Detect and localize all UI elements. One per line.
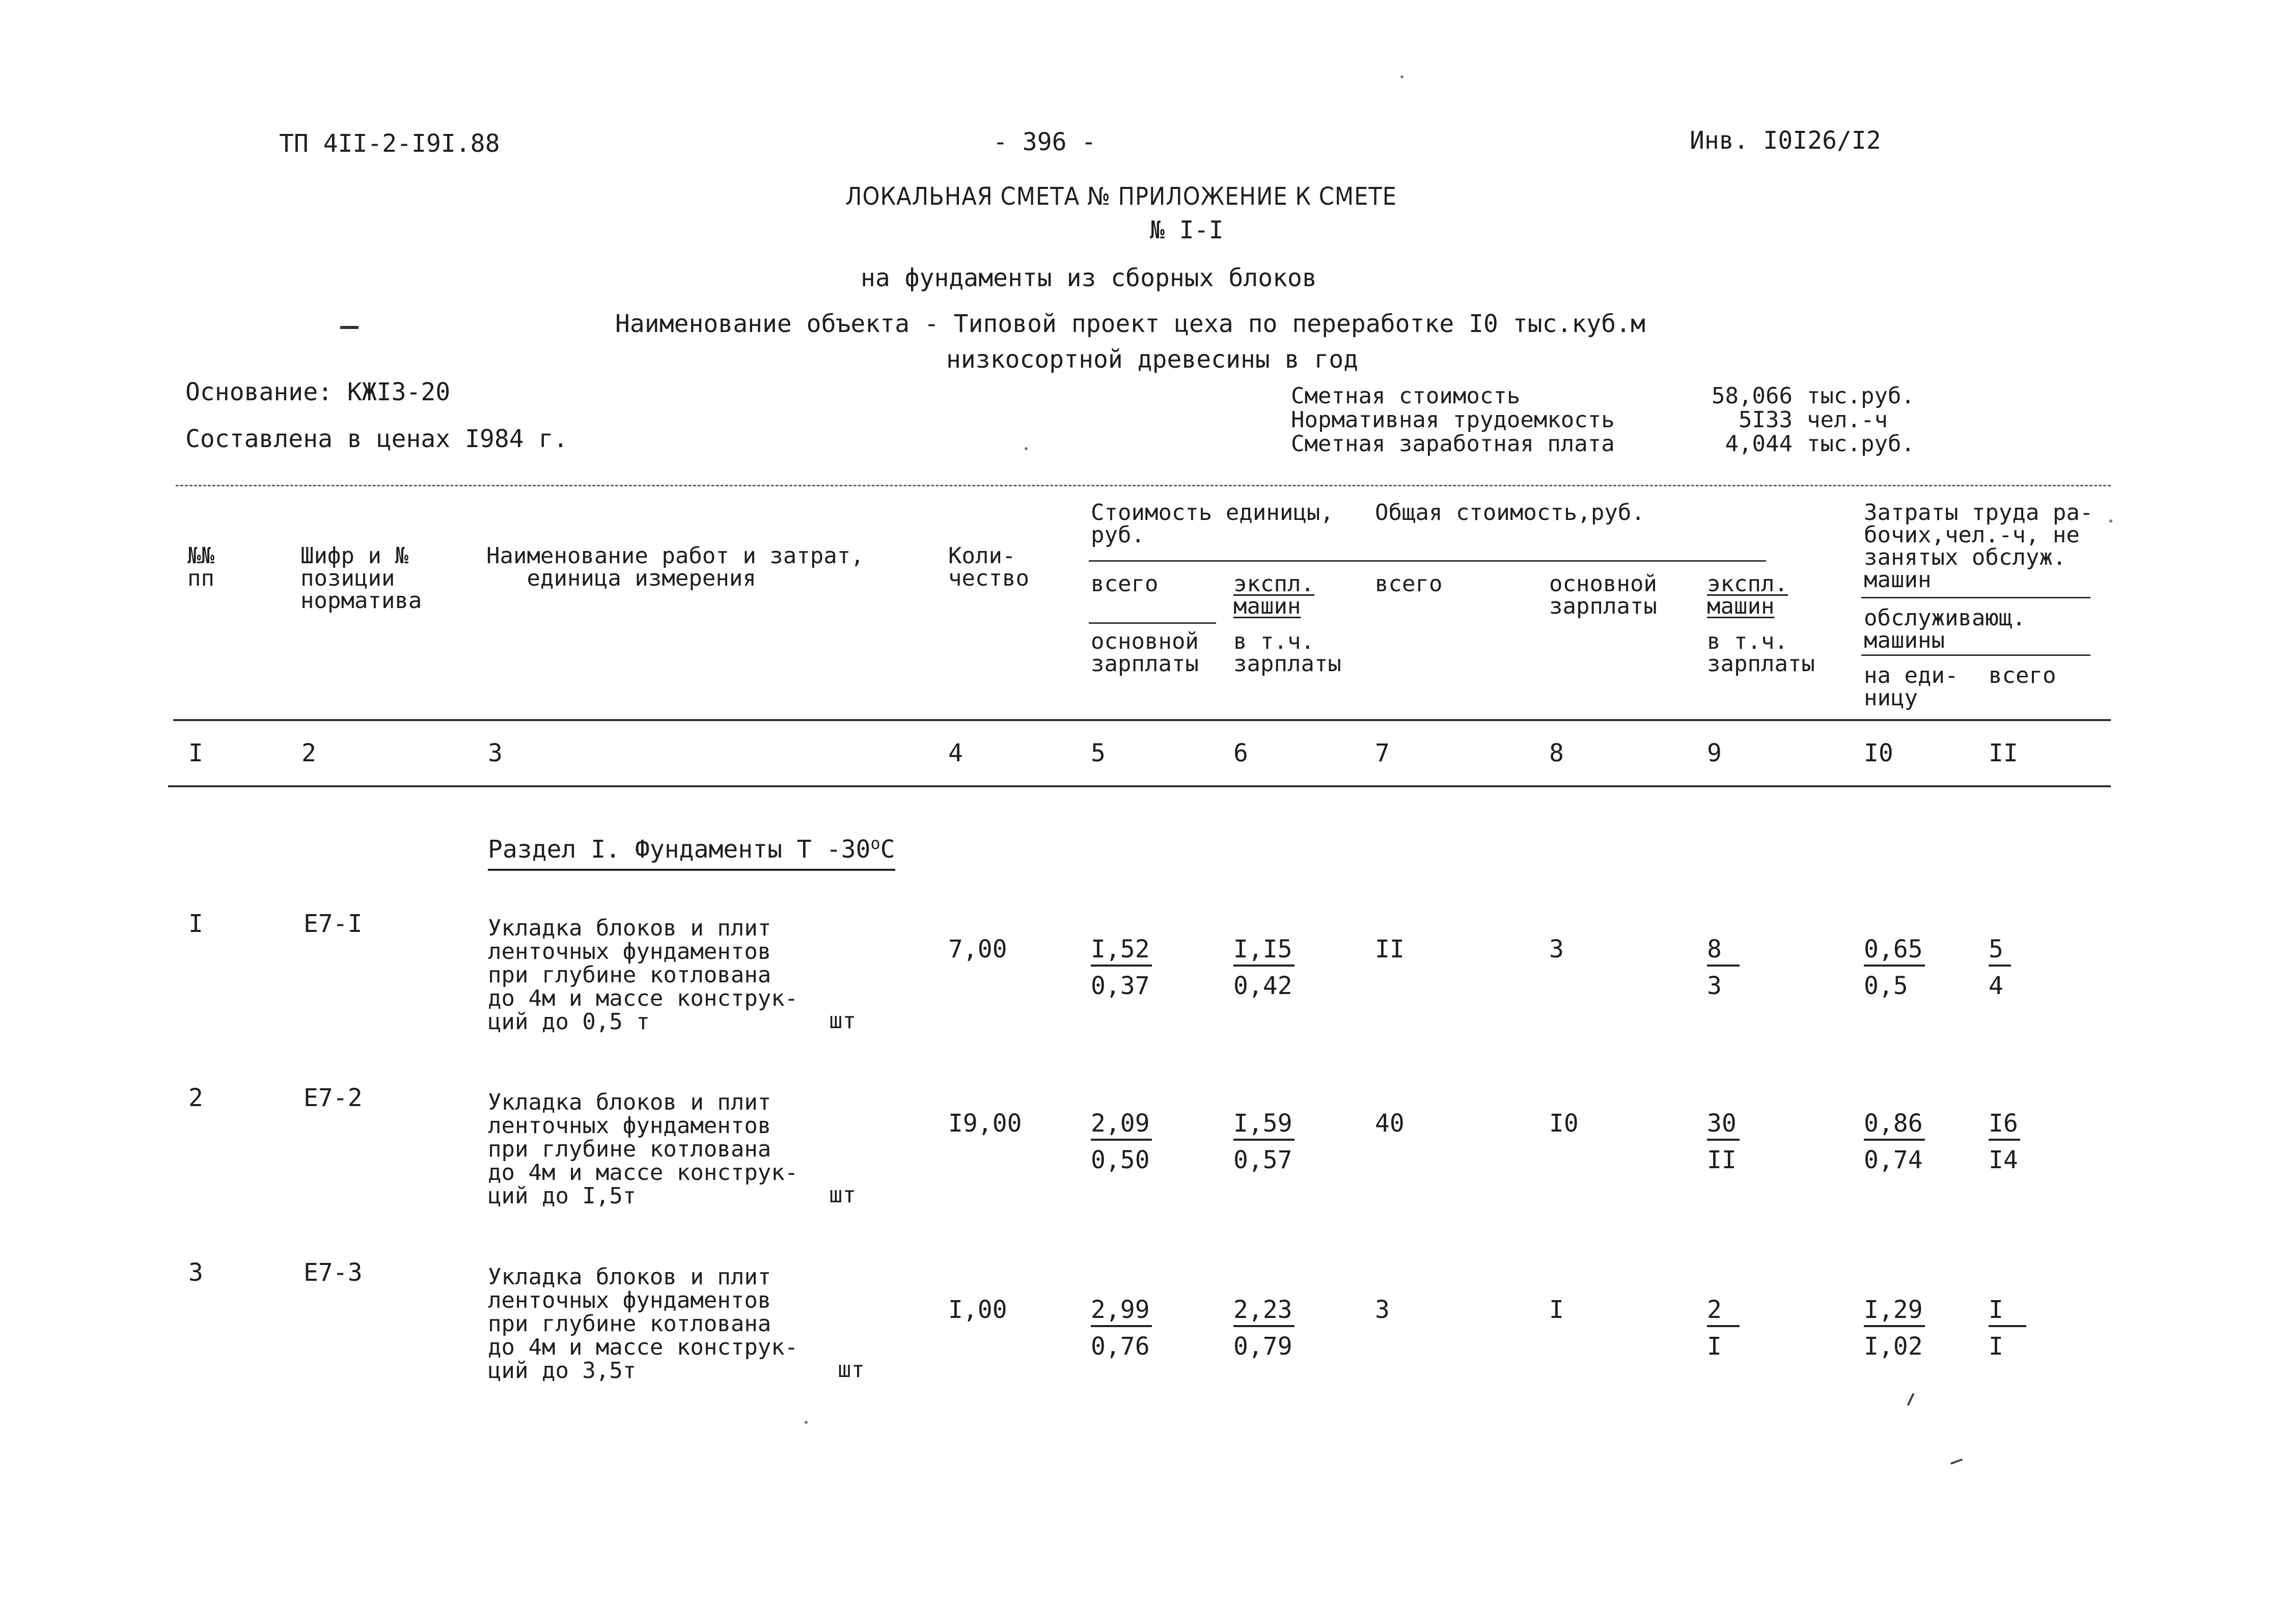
summary-unit: тыс.руб. — [1807, 431, 1915, 457]
total-machines: 30 — [1707, 1111, 1740, 1141]
scan-mark — [1950, 1458, 1963, 1465]
row-code: Е7-3 — [304, 1258, 363, 1287]
column-header-total5: всего — [1091, 571, 1159, 597]
row-quantity: I,00 — [948, 1296, 1007, 1324]
labor-machines-per-unit: 0,74 — [1864, 1146, 1923, 1174]
labor-per-unit-fraction — [1864, 937, 1925, 998]
column-number: 9 — [1707, 739, 1722, 767]
basis-label: Основание: КЖI3-20 — [185, 378, 451, 406]
summary-value: 58,066 — [1712, 383, 1793, 409]
column-header-per-unit: на еди- ницу — [1864, 663, 1959, 711]
labor-total-fraction — [1989, 937, 2011, 998]
column-header-labor: Затраты труда ра- бочих,чел.-ч, не занятых обслуж. машин — [1864, 500, 2094, 593]
column-number: 6 — [1233, 739, 1248, 767]
scan-speck — [2109, 519, 2112, 522]
section-heading-unit: С — [880, 835, 895, 864]
labor-per-unit-fraction — [1864, 1298, 1925, 1359]
document-number: № I-I — [1150, 216, 1224, 244]
labor-per-unit-fraction — [1864, 1111, 1925, 1172]
unit-machines: I,I5 — [1233, 937, 1295, 967]
total-wages: 3 — [1549, 935, 1564, 964]
column-header-labor-sub: обслуживающ. машины — [1864, 605, 2026, 653]
summary-label: Нормативная трудоемкость — [1291, 407, 1615, 433]
column-header-incl-wages6: в т.ч. зарплаты — [1233, 628, 1341, 677]
column-number: 3 — [488, 739, 503, 767]
scan-speck — [1400, 75, 1403, 78]
row-unit: шт — [829, 1182, 856, 1208]
labor-machines-total: 4 — [1989, 972, 2003, 1000]
unit-cost-fraction — [1091, 1111, 1152, 1172]
total-machines-fraction — [1707, 1111, 1740, 1172]
unit-cost-total: 2,99 — [1091, 1298, 1152, 1327]
unit-machines-wages: 0,42 — [1233, 972, 1292, 1000]
column-number-rule — [168, 785, 2111, 787]
column-number: II — [1989, 739, 2018, 767]
summary-value: 5I33 — [1739, 407, 1793, 433]
inventory-number: Инв. I0I26/I2 — [1690, 126, 1881, 155]
labor-per-unit: 0,65 — [1864, 937, 1925, 967]
column-header-machines9: экспл. машин — [1707, 571, 1788, 619]
total-wages: I0 — [1549, 1109, 1579, 1138]
header-rule — [1089, 622, 1216, 624]
row-unit: шт — [838, 1357, 865, 1383]
section-heading — [488, 831, 895, 871]
unit-cost-fraction — [1091, 1298, 1152, 1359]
unit-machines-fraction — [1233, 1298, 1295, 1359]
row-description: Укладка блоков и плит ленточных фундаментов при глубине котлована до 4м и массе конструк- ций до 3,5т — [488, 1264, 798, 1384]
column-header-unit-cost: Стоимость единицы, руб. — [1091, 500, 1334, 548]
document-code: ТП 4II-2-I9I.88 — [279, 129, 500, 158]
total-machines-wages: I — [1707, 1332, 1722, 1361]
labor-total: I — [1989, 1298, 2026, 1327]
column-number: I0 — [1864, 739, 1893, 767]
unit-machines-fraction — [1233, 1111, 1295, 1172]
labor-total-fraction — [1989, 1111, 2020, 1172]
page-number: - 396 - — [993, 128, 1096, 156]
labor-machines-per-unit: 0,5 — [1864, 972, 1908, 1000]
total-cost: II — [1375, 935, 1404, 964]
row-quantity: 7,00 — [948, 935, 1007, 964]
unit-machines: 2,23 — [1233, 1298, 1295, 1327]
labor-machines-total: I — [1989, 1332, 2003, 1361]
object-name-line2: низкосортной древесины в год — [946, 345, 1359, 374]
labor-machines-total: I4 — [1989, 1146, 2018, 1174]
unit-machines-wages: 0,57 — [1233, 1146, 1292, 1174]
scan-speck — [1025, 447, 1028, 450]
total-machines-fraction — [1707, 1298, 1740, 1359]
document-title: ЛОКАЛЬНАЯ СМЕТА № ПРИЛОЖЕНИЕ К СМЕТЕ — [845, 182, 1397, 211]
column-header-wages8: основной зарплаты — [1549, 571, 1657, 619]
labor-per-unit: I,29 — [1864, 1298, 1925, 1327]
summary-label: Сметная заработная плата — [1291, 431, 1615, 457]
unit-machines-fraction — [1233, 937, 1295, 998]
column-header-code: Шифр и № позиции норматива — [300, 543, 422, 614]
degree-sign: о — [870, 834, 880, 853]
total-machines: 8 — [1707, 937, 1740, 967]
total-machines-wages: 3 — [1707, 972, 1722, 1000]
labor-total-fraction — [1989, 1298, 2026, 1359]
row-description: Укладка блоков и плит ленточных фундаментов при глубине котлована до 4м и массе конструк- ций до I,5т — [488, 1089, 798, 1209]
column-header-name: Наименование работ и затрат, единица измерения — [486, 543, 864, 591]
header-rule — [1861, 654, 2090, 656]
total-machines: 2 — [1707, 1298, 1740, 1327]
column-header-total7: всего — [1375, 571, 1443, 597]
unit-cost-fraction — [1091, 937, 1152, 998]
price-level: Составлена в ценах I984 г. — [185, 425, 568, 453]
summary-value: 4,044 — [1725, 431, 1793, 457]
total-cost: 40 — [1375, 1109, 1404, 1138]
summary-label: Сметная стоимость — [1291, 383, 1521, 409]
row-unit: шт — [829, 1008, 856, 1034]
column-header-wages5: основной зарплаты — [1091, 628, 1199, 677]
scan-speck — [805, 1421, 808, 1424]
unit-cost-wages: 0,50 — [1091, 1146, 1150, 1174]
total-machines-wages: II — [1707, 1146, 1737, 1174]
row-code: Е7-I — [304, 910, 363, 938]
header-rule — [1861, 597, 2090, 598]
unit-cost-total: 2,09 — [1091, 1111, 1152, 1141]
row-code: Е7-2 — [304, 1084, 363, 1112]
scan-mark — [1907, 1393, 1915, 1406]
table-top-rule — [176, 485, 2111, 486]
column-header-machines6: экспл. машин — [1233, 571, 1314, 619]
column-number: 4 — [948, 739, 963, 767]
row-number: I — [188, 910, 203, 938]
labor-machines-per-unit: I,02 — [1864, 1332, 1923, 1361]
unit-machines: I,59 — [1233, 1111, 1295, 1141]
total-cost: 3 — [1375, 1296, 1390, 1324]
scan-mark — [340, 326, 359, 329]
column-number: I — [188, 739, 203, 767]
unit-cost-wages: 0,76 — [1091, 1332, 1150, 1361]
row-number: 2 — [188, 1084, 203, 1112]
row-number: 3 — [188, 1258, 203, 1287]
total-machines-fraction — [1707, 937, 1740, 998]
object-name-line1: Наименование объекта - Типовой проект цеха по переработке I0 тыс.куб.м — [615, 310, 1645, 338]
labor-total: I6 — [1989, 1111, 2020, 1141]
summary-unit: чел.-ч — [1807, 407, 1888, 433]
column-header-number: №№ пп — [187, 543, 214, 591]
unit-machines-wages: 0,79 — [1233, 1332, 1292, 1361]
summary-unit: тыс.руб. — [1807, 383, 1915, 409]
section-heading-text: Раздел I. Фундаменты Т -30 — [488, 835, 871, 864]
column-number: 8 — [1549, 739, 1564, 767]
document-subject: на фундаменты из сборных блоков — [861, 264, 1317, 292]
column-number: 7 — [1375, 739, 1390, 767]
column-header-total-cost: Общая стоимость,руб. — [1375, 500, 1645, 526]
total-wages: I — [1549, 1296, 1564, 1324]
header-bottom-rule — [173, 719, 2111, 721]
labor-total: 5 — [1989, 937, 2011, 967]
column-number: 5 — [1091, 739, 1106, 767]
column-header-quantity: Коли- чество — [948, 543, 1029, 591]
column-header-labor-total: всего — [1989, 663, 2056, 689]
unit-cost-total: I,52 — [1091, 937, 1152, 967]
header-rule — [1089, 560, 1766, 562]
labor-per-unit: 0,86 — [1864, 1111, 1925, 1141]
row-description: Укладка блоков и плит ленточных фундаментов при глубине котлована до 4м и массе конструк- ций до 0,5 т — [488, 915, 798, 1035]
row-quantity: I9,00 — [948, 1109, 1022, 1138]
column-header-incl-wages9: в т.ч. зарплаты — [1707, 628, 1815, 677]
column-number: 2 — [301, 739, 316, 767]
unit-cost-wages: 0,37 — [1091, 972, 1150, 1000]
